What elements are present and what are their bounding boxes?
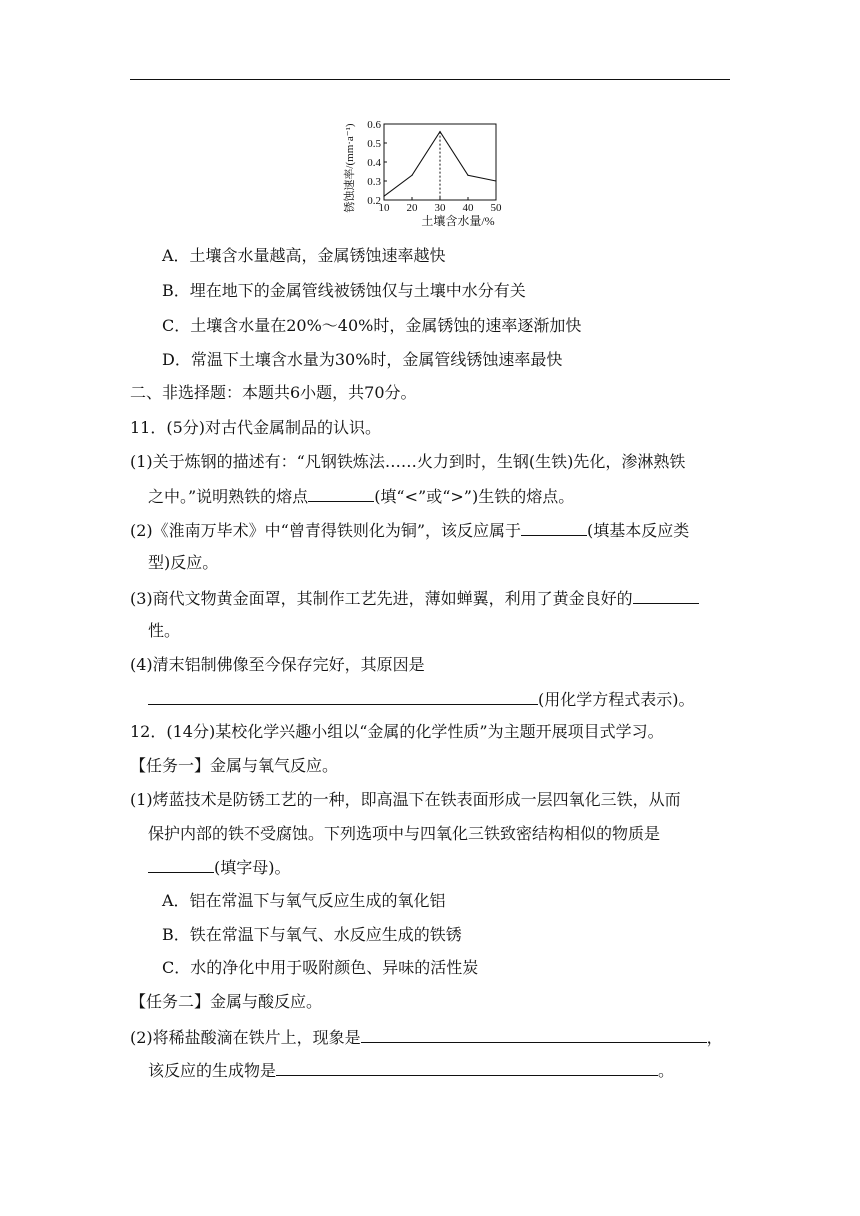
y-axis-label: 锈蚀速率/(mm·a⁻¹) [344, 123, 356, 213]
x-tick-label: 40 [462, 202, 474, 214]
y-tick-label: 0.3 [367, 176, 381, 188]
q12-part2-comma: ， [706, 1028, 723, 1047]
data-point [383, 196, 384, 197]
y-tick-label: 0.5 [367, 138, 381, 150]
q12-part2-blank-products[interactable] [276, 1060, 658, 1076]
q11-part1-text: 之中。”说明熟铁的熔点 [148, 487, 309, 506]
q11-part3-text: (3)商代文物黄金面罩，其制作工艺先进，薄如蝉翼，利用了黄金良好的 [130, 589, 633, 608]
q11-part2-line1 [130, 520, 689, 541]
data-point [467, 175, 468, 176]
y-tick-label: 0.2 [367, 195, 381, 207]
x-tick-label: 10 [378, 202, 390, 214]
section-heading: 二、非选择题：本题共6小题，共70分。 [130, 383, 417, 402]
corrosion-rate-chart [340, 112, 520, 232]
q10-option-c: C．土壤含水量在20%～40%时，金属锈蚀的速率逐渐加快 [162, 316, 582, 335]
x-tick-label: 20 [406, 202, 418, 214]
q12-task2-heading: 【任务二】金属与酸反应。 [130, 992, 323, 1011]
q11-part1-line1: (1)关于炼钢的描述有：“凡钢铁炼法……火力到时，生钢(生铁)先化，渗淋熟铁 [130, 452, 686, 471]
q11-part4-line1: (4)清末铝制佛像至今保存完好，其原因是 [130, 655, 425, 674]
q11-part3-line1 [130, 588, 699, 609]
q12-option-a: A．铝在常温下与氧气反应生成的氧化铝 [162, 891, 446, 910]
x-tick-label: 50 [490, 202, 502, 214]
q12-part1-line2: 保护内部的铁不受腐蚀。下列选项中与四氧化三铁致密结构相似的物质是 [148, 824, 661, 843]
q12-part2-line2 [148, 1060, 674, 1081]
q12-option-b: B．铁在常温下与氧气、水反应生成的铁锈 [162, 925, 462, 944]
q11-part1-blank[interactable] [308, 486, 374, 502]
q12-part2-products-text: 该反应的生成物是 [148, 1061, 277, 1080]
data-point [411, 175, 412, 176]
q10-option-d: D．常温下土壤含水量为30%时，金属管线锈蚀速率最快 [162, 350, 563, 369]
q10-option-a: A．土壤含水量越高，金属锈蚀速率越快 [162, 246, 446, 265]
q12-part1-hint: (填字母)。 [214, 858, 291, 877]
q12-task1-heading: 【任务一】金属与氧气反应。 [130, 756, 339, 775]
q11-part3-line2: 性。 [148, 621, 181, 640]
x-tick-label: 30 [434, 202, 446, 214]
q12-stem: 12．(14分)某校化学兴趣小组以“金属的化学性质”为主题开展项目式学习。 [130, 722, 664, 741]
y-tick-label: 0.4 [367, 157, 381, 169]
q12-part1-line3 [148, 857, 291, 878]
q12-part2-line1 [130, 1027, 723, 1048]
q11-part1-line2 [148, 486, 574, 507]
q12-option-c: C．水的净化中用于吸附颜色、异味的活性炭 [162, 958, 479, 977]
q11-part4-blank[interactable] [148, 689, 538, 705]
y-tick-label: 0.6 [367, 119, 381, 131]
data-point [495, 180, 496, 181]
q11-part4-line2 [148, 689, 695, 710]
q11-stem: 11．(5分)对古代金属制品的认识。 [130, 418, 382, 437]
q12-part2-blank-phenomenon[interactable] [361, 1027, 707, 1043]
q11-part2-hint: (填基本反应类 [587, 521, 690, 540]
q11-part1-hint: (填“<”或“>”)生铁的熔点。 [374, 487, 575, 506]
header-rule [130, 79, 730, 80]
q11-part3-blank[interactable] [633, 588, 699, 604]
q12-part2-period: 。 [658, 1061, 675, 1080]
q11-part4-hint: (用化学方程式表示)。 [538, 690, 695, 709]
q11-part2-line2: 型)反应。 [148, 553, 219, 572]
q12-part1-blank[interactable] [148, 857, 214, 873]
q10-option-b: B．埋在地下的金属管线被锈蚀仅与土壤中水分有关 [162, 281, 526, 300]
q11-part2-blank[interactable] [521, 520, 587, 536]
q11-part2-text: (2)《淮南万毕术》中“曾青得铁则化为铜”，该反应属于 [130, 521, 522, 540]
q12-part2-text: (2)将稀盐酸滴在铁片上，现象是 [130, 1028, 361, 1047]
x-axis-label: 土壤含水量/% [421, 214, 495, 228]
q12-part1-line1: (1)烤蓝技术是防锈工艺的一种，即高温下在铁表面形成一层四氧化三铁，从而 [130, 790, 681, 809]
